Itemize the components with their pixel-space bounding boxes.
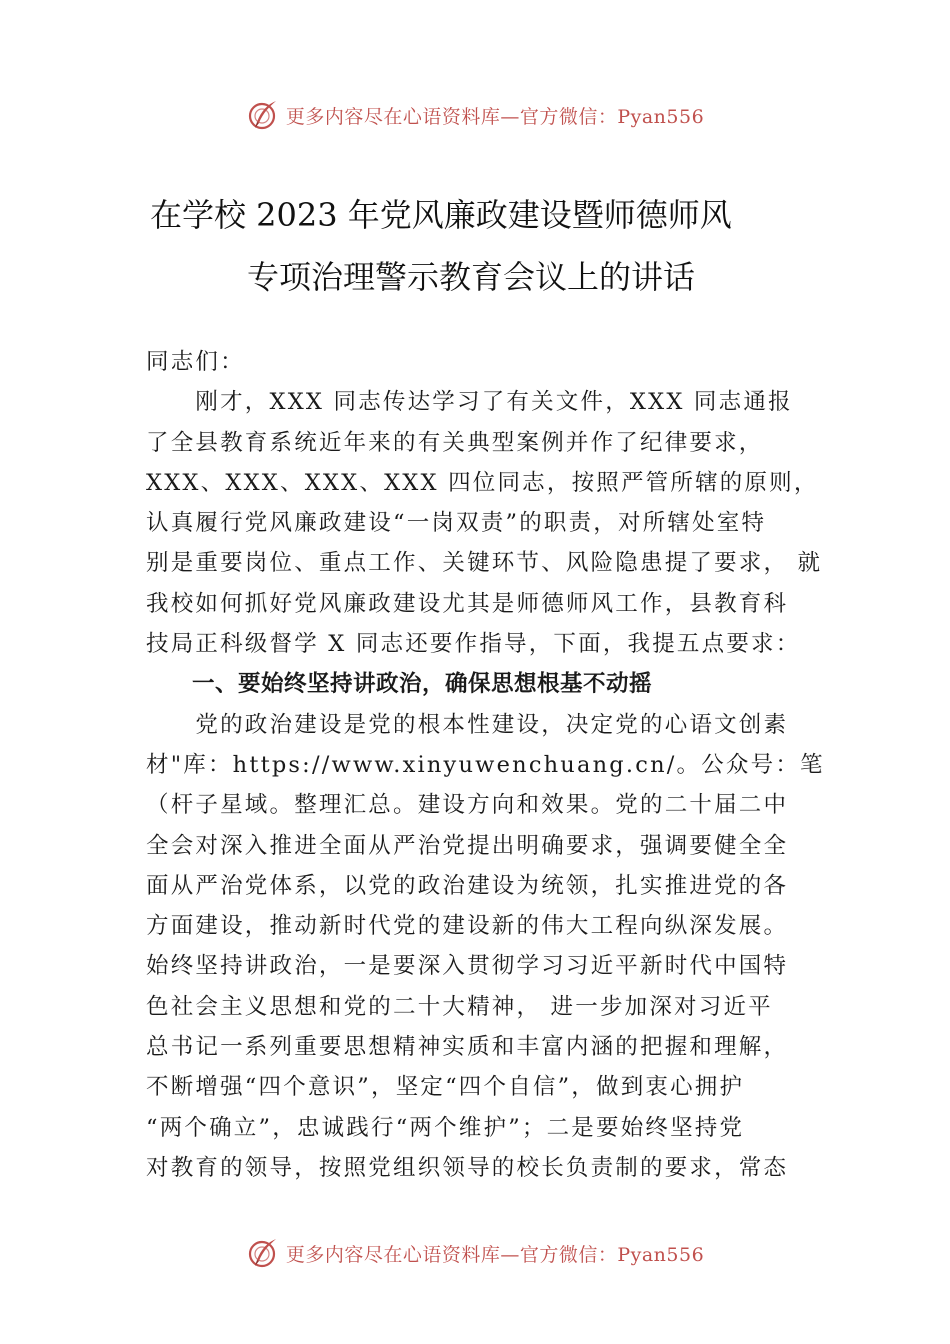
banner-text xyxy=(286,102,704,129)
banner-brand: 更多内容尽在心语资料库 xyxy=(285,1243,501,1266)
title-line-2: 专项治理警示教育会议上的讲话 xyxy=(247,258,696,296)
banner-wechat: 官方微信：Pyan556 xyxy=(519,1243,705,1266)
body-line: “两个确立”，忠诚践行“两个维护”；二是要始终坚持党 xyxy=(146,1114,745,1141)
body-line: 始终坚持讲政治，一是要深入贯彻学习习近平新时代中国特 xyxy=(146,953,789,980)
footer-banner xyxy=(0,1233,950,1273)
body-line: 对教育的领导，按照党组织领导的校长负责制的要求，常态 xyxy=(146,1154,789,1181)
body-line: 同志们： xyxy=(146,349,245,375)
body-line: 技局正科级督学 X 同志还要作指导，下面，我提五点要求： xyxy=(146,631,801,658)
body-line: 别是重要岗位、重点工作、关键环节、风险隐患提了要求， 就 xyxy=(146,550,823,577)
body-line: 不断增强“四个意识”，坚定“四个自信”，做到衷心拥护 xyxy=(146,1074,745,1101)
body-line: 色社会主义思想和党的二十大精神， 进一步加深对习近平 xyxy=(146,993,773,1020)
body-line: 认真履行党风廉政建设“一岗双责”的职责，对所辖处室特 xyxy=(146,510,767,537)
title-line-1: 在学校 2023 年党风廉政建设暨师德师风 xyxy=(150,196,732,234)
quill-pen-logo-icon xyxy=(246,98,280,132)
body-text xyxy=(146,342,826,1188)
section-heading: 一、要始终坚持讲政治，确保思想根基不动摇 xyxy=(146,671,653,698)
banner-separator: — xyxy=(500,1243,520,1266)
banner-separator: — xyxy=(500,105,520,128)
body-line: 面从严治党体系，以党的政治建设为统领，扎实推进党的各 xyxy=(146,872,789,899)
header-banner xyxy=(0,95,950,135)
body-line: XXX、XXX、XXX、XXX 四位同志，按照严管所辖的原则， xyxy=(146,469,819,496)
body-line: 了全县教育系统近年来的有关典型案例并作了纪律要求， xyxy=(146,429,764,456)
body-line: 我校如何抓好党风廉政建设尤其是师德师风工作，县教育科 xyxy=(146,590,789,617)
banner-wechat: 官方微信：Pyan556 xyxy=(519,105,705,128)
body-line: 刚才，XXX 同志传达学习了有关文件，XXX 同志通报 xyxy=(146,389,793,416)
body-line: 全会对深入推进全面从严治党提出明确要求，强调要健全全 xyxy=(146,832,789,859)
quill-pen-logo-icon xyxy=(246,1236,280,1270)
body-line: 材"库：https://www.xinyuwenchuang.cn/。公众号：笔 xyxy=(146,751,825,778)
body-line: （杆子星域。整理汇总。建设方向和效果。党的二十届二中 xyxy=(146,792,789,819)
body-line: 总书记一系列重要思想精神实质和丰富内涵的把握和理解， xyxy=(146,1034,789,1061)
body-line: 党的政治建设是党的根本性建设，决定党的心语文创素 xyxy=(146,711,789,738)
banner-text xyxy=(286,1240,704,1267)
banner-brand: 更多内容尽在心语资料库 xyxy=(285,105,501,128)
body-line: 方面建设，推动新时代党的建设新的伟大工程向纵深发展。 xyxy=(146,913,789,940)
